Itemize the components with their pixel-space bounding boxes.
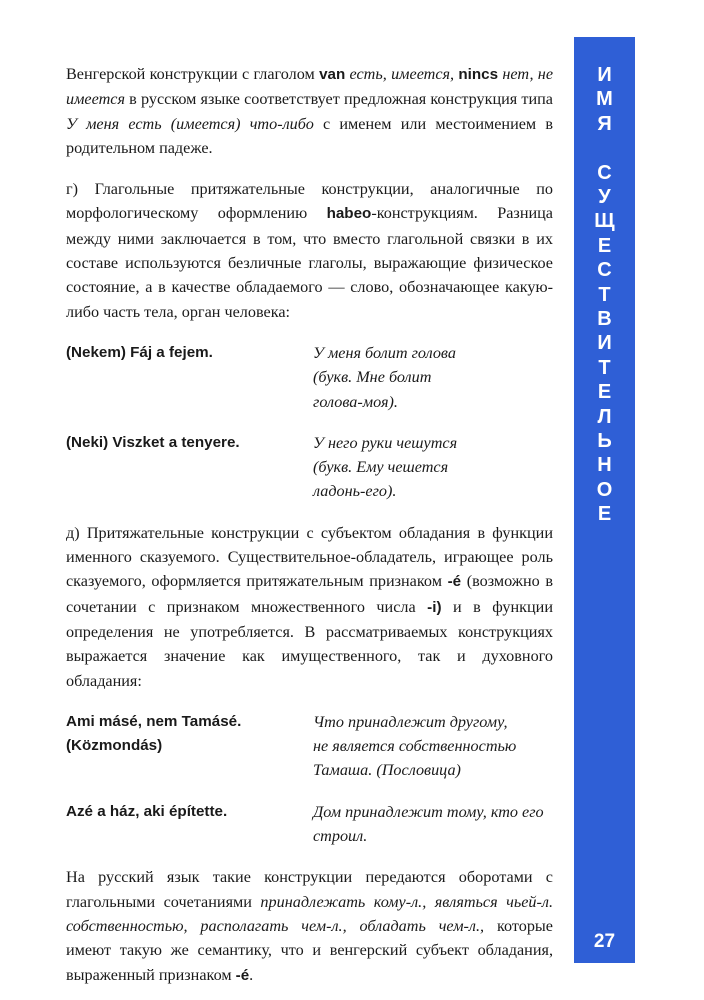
example-row (66, 431, 553, 504)
chapter-title-vertical (574, 63, 635, 527)
term-van: van (319, 66, 346, 83)
page-body (66, 62, 553, 988)
page-number: 27 (593, 931, 616, 952)
example-hungarian: (Neki) Viszket a tenyere. (66, 433, 240, 451)
suffix-e: -é (235, 966, 250, 984)
chapter-title-letter: Т (598, 283, 611, 306)
chapter-title-letter: Л (597, 405, 612, 428)
example-row (66, 341, 553, 414)
suffix-i: -i) (427, 598, 442, 616)
chapter-title-letter: Т (598, 356, 611, 379)
chapter-title-letter: Е (597, 234, 612, 257)
paragraph-d: д) Притяжательные конструкции с субъектом обладания в функции именного сказуемого. Существительное-обладатель, играющее роль сказуемого, оформляется притяжательным признаком -é (возможно в сочетании с признаком множественного числа -i) и в функции определения не употребляется. В рассматриваемых конструкциях выражается значение как имущественного, так и духовного обладания: (66, 523, 553, 690)
example-hungarian: Ami másé, nem Tamásé. (Közmondás) (66, 712, 242, 755)
example-translation: У него руки чешутся (букв. Ему чешется ладонь-его). (313, 433, 458, 501)
chapter-title-letter: У (598, 186, 611, 209)
term-habeo: habeo (326, 205, 372, 223)
chapter-sidebar (574, 37, 635, 963)
chapter-title-letter: М (596, 88, 613, 111)
suffix-e: -é (447, 573, 462, 591)
chapter-title-letter: Е (597, 381, 612, 404)
example-hungarian: Azé a ház, aki építette. (66, 802, 228, 820)
example-translation: У меня болит голова (букв. Мне болит голова-моя). (313, 343, 456, 411)
example-translation: Что принадлежит другому, не является собственностью Тамаша. (Пословица) (313, 712, 517, 780)
example-translation: Дом принадлежит тому, кто его строил. (313, 802, 544, 846)
chapter-title-letter: В (597, 308, 612, 331)
example-row (66, 710, 553, 783)
example-hungarian: (Nekem) Fáj a fejem. (66, 343, 213, 361)
example-row (66, 800, 553, 849)
chapter-title-letter: О (596, 478, 613, 501)
chapter-title-letter: Ь (597, 430, 612, 453)
chapter-title-letter: Н (597, 454, 612, 477)
paragraph-intro: Венгерской конструкции с глаголом van есть, имеется, nincs нет, не имеется в русском языке соответствует предложная конструкция типа У меня есть (имеется) что-либо с именем или местоимением в родительном падеже. (66, 65, 554, 157)
chapter-title-letter: С (597, 259, 612, 282)
chapter-title-letter: И (597, 332, 612, 355)
paragraph-g: г) Глагольные притяжательные конструкции, аналогичные по морфологическому оформлению habeo-конструкциям. Разница между ними заключается в том, что вместо глагольной связки в их составе используются безличные глаголы, выражающие физическое состояние, а в качестве обладаемого — слово, обозначающее какую-либо часть тела, орган человека: (66, 180, 553, 321)
chapter-title-letter: Я (597, 112, 612, 135)
chapter-title-letter: И (597, 64, 612, 86)
paragraph-conclusion: На русский язык такие конструкции передаются оборотами с глагольными сочетаниями принадлежать кому-л., являться чьей-л. собственностью, располагать чем-л., обладать чем-л., которые имеют такую же семантику, что и венгерский субъект обладания, выраженный признаком -é. (66, 868, 553, 984)
term-nincs: nincs (458, 66, 499, 83)
chapter-title-letter: Щ (594, 210, 615, 233)
chapter-title-letter: Е (597, 503, 612, 526)
chapter-title-letter: С (597, 161, 612, 184)
